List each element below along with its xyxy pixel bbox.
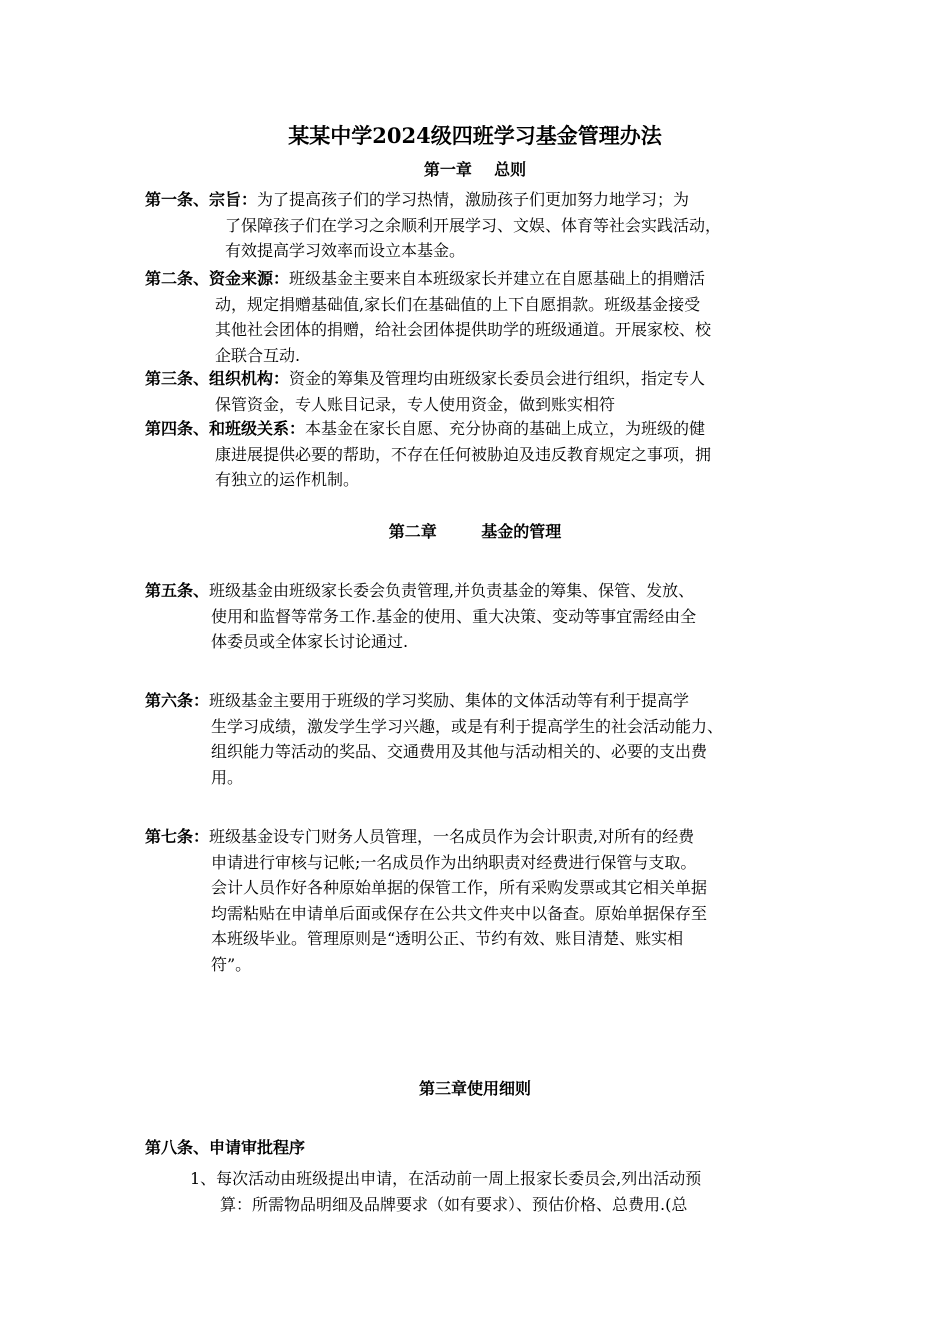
chapter-2-heading: 第二章 基金的管理 <box>388 522 562 541</box>
article-line: 第二条、资金来源：班级基金主要来自本班级家长并建立在自愿基础上的捐赠活 <box>145 269 706 288</box>
article-line: 动，规定捐赠基础值,家长们在基础值的上下自愿捐款。班级基金接受 <box>215 294 701 314</box>
article-heading: 第四条、和班级关系： <box>145 419 306 438</box>
article-line: 保管资金，专人账目记录，专人使用资金，做到账实相符 <box>215 394 616 414</box>
item-line: 算：所需物品明细及品牌要求（如有要求）、预估价格、总费用.(总 <box>220 1194 688 1214</box>
article-line: 有效提高学习效率而设立本基金。 <box>225 241 466 260</box>
article-heading: 第七条： <box>145 827 210 846</box>
article-line: 企联合互动. <box>215 345 301 365</box>
article-line: 会计人员作好各种原始单据的保管工作，所有采购发票或其它相关单据 <box>211 878 708 897</box>
article-7 <box>145 824 825 977</box>
article-line: 申请进行审核与记帐;一名成员作为出纳职责对经费进行保管与支取。 <box>211 852 697 872</box>
article-3 <box>145 366 825 417</box>
article-line: 本班级毕业。管理原则是“透明公正、节约有效、账目清楚、账实相 <box>211 929 684 948</box>
article-line: 康进展提供必要的帮助，不存在任何被胁迫及违反教育规定之事项，拥 <box>215 444 712 464</box>
article-line: 第三条、组织机构：资金的筹集及管理均由班级家长委员会进行组织，指定专人 <box>145 369 706 388</box>
article-line: 符”。 <box>211 954 252 974</box>
article-line: 第五条、班级基金由班级家长委会负责管理,并负责基金的筹集、保管、发放、 <box>145 581 695 600</box>
article-2 <box>145 266 825 368</box>
article-8-item-1 <box>190 1166 830 1217</box>
article-heading: 第一条、宗旨： <box>145 190 258 209</box>
article-line: 生学习成绩，激发学生学习兴趣，或是有利于提高学生的社会活动能力、 <box>211 716 724 736</box>
article-line: 用。 <box>211 767 244 787</box>
article-1 <box>145 187 825 264</box>
article-line: 均需粘贴在申请单后面或保存在公共文件夹中以备查。原始单据保存至 <box>211 903 708 923</box>
article-line: 有独立的运作机制。 <box>215 470 360 489</box>
article-line: 第四条、和班级关系：本基金在家长自愿、充分协商的基础上成立，为班级的健 <box>145 419 706 438</box>
article-heading: 第六条： <box>145 691 210 710</box>
article-5 <box>145 578 825 655</box>
article-line: 组织能力等活动的奖品、交通费用及其他与活动相关的、必要的支出费 <box>211 742 708 761</box>
document-title: 某某中学2024级四班学习基金管理办法 <box>288 123 662 148</box>
article-line: 了保障孩子们在学习之余顺利开展学习、文娱、体育等社会实践活动， <box>225 215 722 235</box>
article-8-heading: 第八条、申请审批程序 <box>145 1138 306 1157</box>
article-line: 第七条：班级基金设专门财务人员管理，一名成员作为会计职责,对所有的经费 <box>145 827 695 846</box>
article-heading: 第三条、组织机构： <box>145 369 290 388</box>
article-line: 使用和监督等常务工作.基金的使用、重大决策、变动等事宜需经由全 <box>211 606 697 626</box>
chapter-1-heading: 第一章 总则 <box>423 160 527 179</box>
article-4 <box>145 416 825 493</box>
article-heading: 第二条、资金来源： <box>145 269 290 288</box>
chapter-3-heading: 第三章使用细则 <box>418 1079 531 1098</box>
article-line: 体委员或全体家长讨论通过. <box>211 632 409 651</box>
article-6 <box>145 688 825 790</box>
article-line: 其他社会团体的捐赠，给社会团体提供助学的班级通道。开展家校、校 <box>215 320 712 339</box>
item-line: 1、每次活动由班级提出申请，在活动前一周上报家长委员会,列出活动预 <box>190 1169 702 1188</box>
article-line: 第六条：班级基金主要用于班级的学习奖励、集体的文体活动等有利于提高学 <box>145 691 690 710</box>
article-line: 第一条、宗旨：为了提高孩子们的学习热情，激励孩子们更加努力地学习；为 <box>145 190 690 209</box>
article-heading: 第五条、 <box>145 581 210 600</box>
